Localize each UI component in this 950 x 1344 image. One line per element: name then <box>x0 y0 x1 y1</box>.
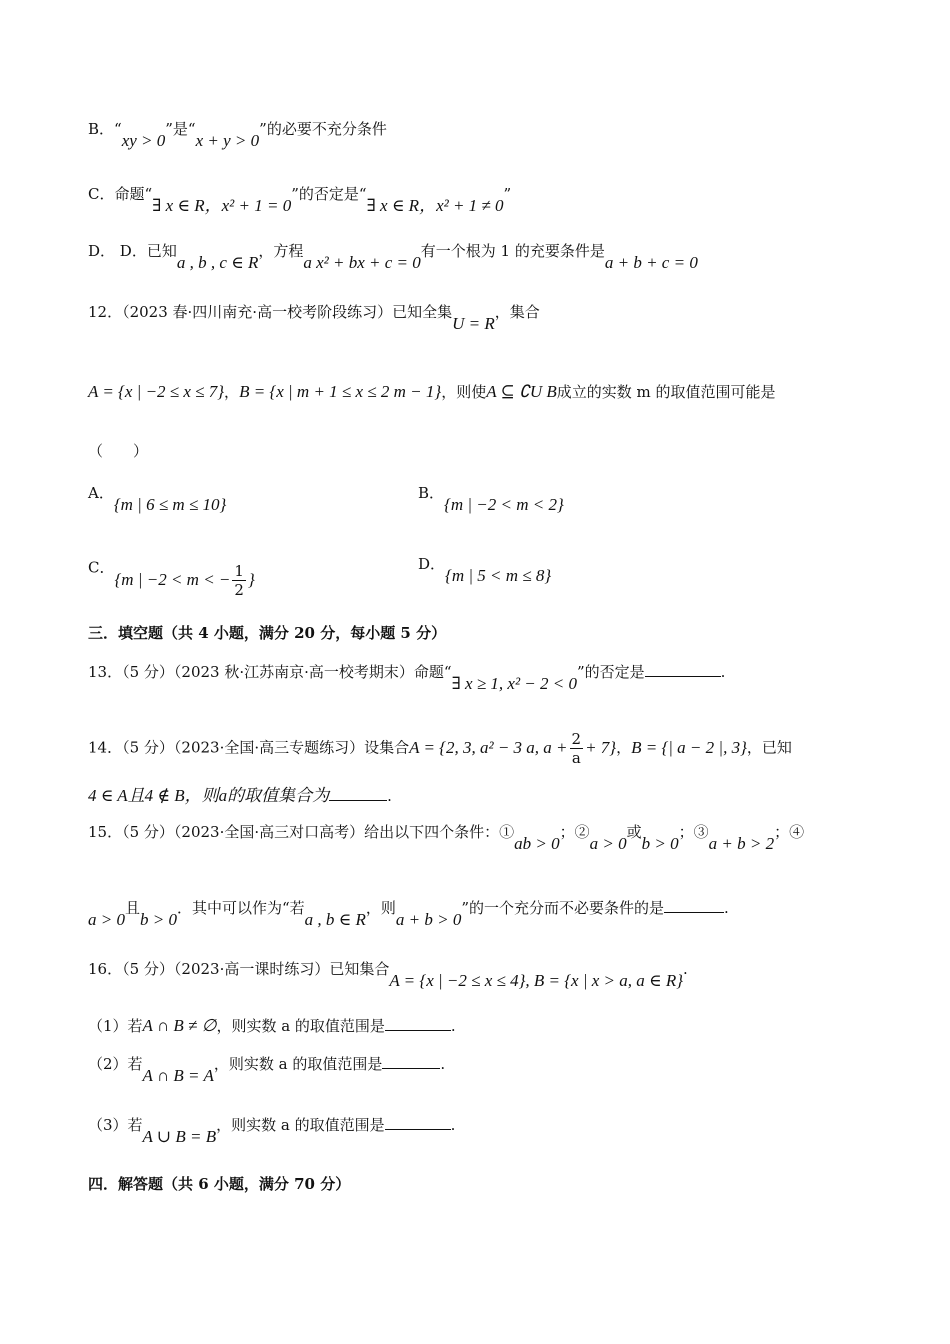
text: ，已知 <box>746 738 792 757</box>
text: （3）若 <box>88 1116 143 1134</box>
text: 或 <box>626 823 642 841</box>
math: xy > 0 <box>121 131 166 150</box>
answer-paren: （ ） <box>88 442 149 460</box>
math: a , b , c ∈ R <box>176 253 259 272</box>
math: {m | 6 ≤ m ≤ 10} <box>113 495 227 514</box>
text: （1）若 <box>88 1017 143 1035</box>
math: {m | −2 < m < − <box>114 569 231 589</box>
math: a > 0 <box>88 910 125 929</box>
text: 13．（5 分）（2023 秋·江苏南京·高一校考期末）命题“ <box>88 663 452 681</box>
answer-blank[interactable] <box>329 786 387 801</box>
q15-line2 <box>88 897 729 929</box>
q11-option-c <box>88 179 512 215</box>
q15 <box>88 821 805 853</box>
math: U = R <box>452 314 495 333</box>
answer-blank[interactable] <box>645 662 721 677</box>
option-label: B． <box>88 120 115 138</box>
denominator: a <box>571 749 581 767</box>
q12-option-a <box>88 482 227 514</box>
text: . <box>450 1017 456 1035</box>
math: b > 0 <box>641 834 679 853</box>
math: ab > 0 <box>514 834 560 853</box>
answer-blank[interactable] <box>664 898 724 913</box>
math: A = {2, 3, a² − 3 a, a + <box>409 737 568 757</box>
q16-part1 <box>88 1015 456 1036</box>
option-label: D． <box>418 555 446 573</box>
text: 12．（2023 春·四川南充·高一校考阶段练习）已知全集 <box>88 303 453 321</box>
option-label: A． <box>88 484 114 502</box>
q12-option-b <box>418 482 564 514</box>
text: ”的一个充分而不必要条件的是 <box>461 899 665 917</box>
text: . <box>450 1116 456 1134</box>
text: 14．（5 分）（2023·全国·高三专题练习）设集合 <box>88 738 410 757</box>
math: B = {| a − 2 |, 3} <box>631 737 747 757</box>
math: A ∩ B ≠ ∅ <box>142 1016 217 1035</box>
text: ”的必要不充分条件 <box>259 120 387 138</box>
q11-option-d <box>88 240 698 272</box>
text: ；④ <box>774 823 805 841</box>
text: ，集合 <box>494 303 540 321</box>
text: 16．（5 分）（2023·高一课时练习）已知集合 <box>88 960 390 978</box>
text: ” <box>503 185 512 203</box>
text: ，则实数 a 的取值范围是 <box>216 1017 385 1035</box>
answer-blank[interactable] <box>385 1115 451 1130</box>
option-label: C．命题“ <box>88 185 153 203</box>
math: A ∩ B = A <box>142 1066 214 1085</box>
q14 <box>88 730 792 767</box>
math: + 7} <box>585 737 617 757</box>
text: ， <box>616 738 632 757</box>
text: ，方程 <box>258 242 304 260</box>
q16-part2 <box>88 1053 446 1085</box>
math: 4 ∈ A且4 ∉ B，则a的取值集合为 <box>88 786 330 805</box>
option-label: C． <box>88 558 115 577</box>
text: ，则实数 a 的取值范围是 <box>216 1116 385 1134</box>
math: {m | 5 < m ≤ 8} <box>445 566 552 585</box>
q12-paren <box>88 440 148 461</box>
math: x + y > 0 <box>195 131 260 150</box>
math: a + b + c = 0 <box>604 253 698 272</box>
text: . <box>440 1055 446 1073</box>
fraction <box>232 562 246 599</box>
text: ”的否定是 <box>577 663 645 681</box>
math: a > 0 <box>589 834 627 853</box>
text: ”是“ <box>165 120 196 138</box>
math: a + b > 0 <box>395 910 462 929</box>
text: ”的否定是“ <box>291 185 367 203</box>
numerator: 1 <box>234 562 244 580</box>
q12-option-c <box>88 550 255 599</box>
text: ；② <box>559 823 590 841</box>
math: a + b > 2 <box>708 834 775 853</box>
text: . <box>720 663 726 681</box>
text: ；③ <box>678 823 709 841</box>
math: ∃ x ∈ R，x² + 1 = 0 <box>152 196 292 215</box>
text: . <box>724 899 729 917</box>
text: 且 <box>124 899 140 917</box>
q16-part3 <box>88 1114 456 1146</box>
answer-blank[interactable] <box>382 1054 440 1069</box>
numerator: 2 <box>571 730 582 748</box>
option-label: B． <box>418 484 445 502</box>
text: 成立的实数 m 的取值范围可能是 <box>556 383 776 401</box>
section-heading-answers: 四．解答题（共 6 小题，满分 70 分） <box>88 1175 351 1193</box>
q16 <box>88 958 688 990</box>
answer-blank[interactable] <box>385 1016 451 1031</box>
math: ∃ x ≥ 1, x² − 2 < 0 <box>451 674 577 693</box>
text: ，则使 <box>441 383 487 401</box>
math: A ⊆ ∁U B <box>486 382 557 401</box>
q14-line2 <box>88 781 392 806</box>
math: a x² + bx + c = 0 <box>303 253 421 272</box>
text: ， <box>224 383 240 401</box>
option-label: D． D．已知 <box>88 242 177 260</box>
math: } <box>247 569 255 589</box>
q13 <box>88 661 726 693</box>
math: A = {x | −2 ≤ x ≤ 7} <box>88 382 225 401</box>
text: ，则 <box>365 899 396 917</box>
text: ，则实数 a 的取值范围是 <box>213 1055 383 1073</box>
q12-stem <box>88 301 540 333</box>
text: 15．（5 分）（2023·全国·高三对口高考）给出以下四个条件：① <box>88 823 515 841</box>
q12-option-d <box>418 553 552 585</box>
math: A ∪ B = B <box>142 1127 217 1146</box>
math: a , b ∈ R <box>304 910 366 929</box>
text: “ <box>114 120 122 138</box>
text: . <box>387 787 392 805</box>
section-heading-fill-in: 三．填空题（共 4 小题，满分 20 分，每小题 5 分） <box>88 624 447 642</box>
q11-option-b <box>88 118 387 150</box>
text: . <box>683 960 688 978</box>
text: （2）若 <box>88 1055 143 1073</box>
math: B = {x | m + 1 ≤ x ≤ 2 m − 1} <box>239 382 442 401</box>
text: ．其中可以作为“若 <box>176 899 305 917</box>
math: b > 0 <box>140 910 177 929</box>
math: {m | −2 < m < 2} <box>444 495 564 514</box>
text: 有一个根为 1 的充要条件是 <box>420 242 605 260</box>
denominator: 2 <box>234 581 244 599</box>
math: ∃ x ∈ R，x² + 1 ≠ 0 <box>366 196 504 215</box>
math: A = {x | −2 ≤ x ≤ 4}, B = {x | x > a, a ∈ R} <box>389 971 684 990</box>
q12-stem-line2 <box>88 381 776 402</box>
fraction <box>570 730 584 767</box>
